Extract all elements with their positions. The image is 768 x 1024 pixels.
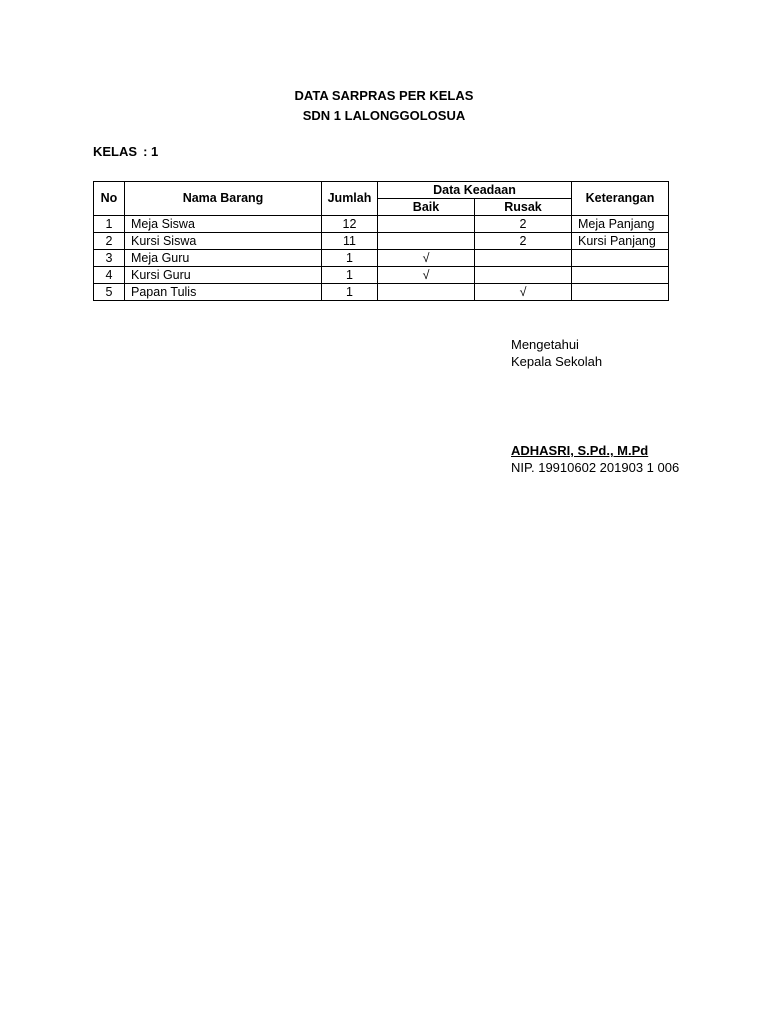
cell-quantity: 11 <box>322 233 378 250</box>
cell-item-name: Kursi Siswa <box>125 233 322 250</box>
cell-condition-good <box>378 233 475 250</box>
class-value: : 1 <box>143 144 159 159</box>
cell-notes <box>572 267 669 284</box>
class-line <box>93 144 158 159</box>
header-quantity: Jumlah <box>322 182 378 216</box>
cell-notes: Kursi Panjang <box>572 233 669 250</box>
cell-condition-damaged: 2 <box>475 233 572 250</box>
signature-name: ADHASRI, S.Pd., M.Pd <box>511 443 649 458</box>
signature-nip: NIP. 19910602 201903 1 006 <box>511 460 680 475</box>
signature-role: Kepala Sekolah <box>511 354 603 369</box>
cell-condition-good <box>378 216 475 233</box>
cell-item-name: Papan Tulis <box>125 284 322 301</box>
header-condition-damaged: Rusak <box>475 199 572 216</box>
cell-condition-good: √ <box>378 250 475 267</box>
cell-condition-damaged <box>475 250 572 267</box>
cell-condition-damaged: 2 <box>475 216 572 233</box>
header-condition: Data Keadaan <box>378 182 572 199</box>
header-item-name: Nama Barang <box>125 182 322 216</box>
table-row <box>94 233 669 250</box>
cell-quantity: 1 <box>322 267 378 284</box>
school-name: SDN 1 LALONGGOLOSUA <box>302 108 466 123</box>
header-condition-good: Baik <box>378 199 475 216</box>
table-body <box>94 216 669 301</box>
cell-condition-good: √ <box>378 267 475 284</box>
cell-no: 3 <box>94 250 125 267</box>
class-label: KELAS <box>93 144 138 159</box>
cell-notes <box>572 284 669 301</box>
cell-condition-damaged <box>475 267 572 284</box>
cell-item-name: Meja Guru <box>125 250 322 267</box>
table-row <box>94 267 669 284</box>
document-title: DATA SARPRAS PER KELAS <box>294 88 474 103</box>
table-row <box>94 284 669 301</box>
cell-quantity: 12 <box>322 216 378 233</box>
table-header-row <box>94 182 669 199</box>
inventory-table <box>93 181 669 301</box>
cell-quantity: 1 <box>322 284 378 301</box>
cell-notes: Meja Panjang <box>572 216 669 233</box>
header-no: No <box>94 182 125 216</box>
cell-condition-good <box>378 284 475 301</box>
cell-item-name: Meja Siswa <box>125 216 322 233</box>
cell-no: 5 <box>94 284 125 301</box>
cell-condition-damaged: √ <box>475 284 572 301</box>
cell-item-name: Kursi Guru <box>125 267 322 284</box>
cell-quantity: 1 <box>322 250 378 267</box>
signature-acknowledged: Mengetahui <box>511 337 579 352</box>
cell-no: 1 <box>94 216 125 233</box>
table-row <box>94 216 669 233</box>
table-row <box>94 250 669 267</box>
cell-no: 2 <box>94 233 125 250</box>
cell-no: 4 <box>94 267 125 284</box>
cell-notes <box>572 250 669 267</box>
header-notes: Keterangan <box>572 182 669 216</box>
